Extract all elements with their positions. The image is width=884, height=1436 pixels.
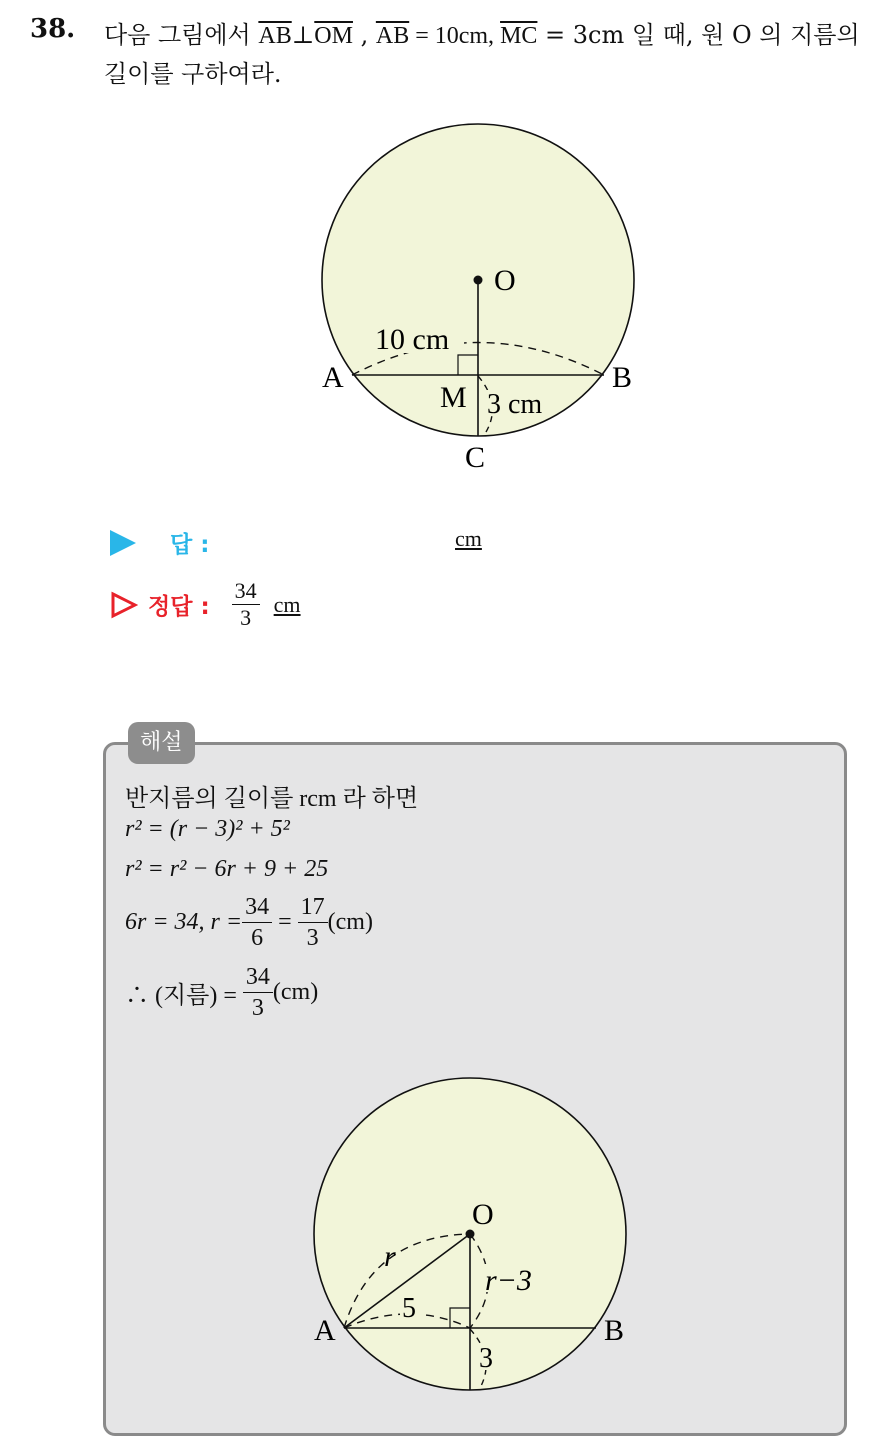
center-point: [474, 276, 483, 285]
solution-line-5-unit: (cm): [272, 979, 319, 1005]
question-text-part3: = 10cm,: [409, 23, 501, 49]
solution-line-1: 반지름의 길이를 rcm 라 하면: [125, 786, 419, 812]
label-o-2: O: [472, 1198, 494, 1231]
label-three: 3: [479, 1343, 493, 1374]
triangle-outline-icon: [110, 591, 138, 619]
question-text: [104, 16, 864, 93]
label-a-2: A: [314, 1314, 336, 1347]
label-m: M: [440, 381, 467, 414]
answer-label: 답 :: [170, 532, 210, 558]
question-text-part1: 다음 그림에서: [104, 21, 259, 49]
correct-answer-denominator: 3: [240, 605, 252, 630]
segment-ab: $\overline{AB}$: [258, 23, 292, 49]
fraction-numerator: 34: [242, 892, 272, 923]
fraction-34-3: [243, 962, 273, 1023]
label-o: O: [494, 264, 516, 297]
correct-answer-unit: cm: [273, 591, 301, 617]
circle-figure-1: [300, 118, 660, 478]
correct-answer-row: [110, 578, 301, 631]
fraction-denominator: 3: [306, 925, 319, 951]
label-mc-length: 3 cm: [487, 389, 543, 420]
segment-ab-2: $\overline{AB}$: [375, 23, 410, 49]
label-c: C: [465, 441, 486, 474]
question-text-part4: = 3cm 일 때, 원 O 의 지름의 길이를 구하여라.: [104, 21, 860, 88]
fraction-numerator: 17: [298, 892, 328, 923]
answer-row: [110, 526, 482, 559]
correct-answer-fraction: [232, 578, 260, 631]
solution-line-2: r² = (r − 3)² + 5²: [125, 816, 290, 842]
label-five: 5: [402, 1293, 416, 1324]
correct-answer-numerator: 34: [232, 578, 260, 605]
label-r-minus-3: r−3: [485, 1264, 532, 1297]
label-a: A: [322, 361, 344, 394]
segment-om: $\overline{OM}$: [314, 23, 353, 49]
question-number: 38.: [30, 14, 76, 44]
solution-line-4: [125, 892, 373, 953]
solution-line-5-start: ∴ (지름) =: [125, 983, 243, 1009]
answer-unit: cm: [455, 526, 482, 551]
circle-figure-2: [300, 1070, 660, 1395]
fraction-denominator: 6: [251, 925, 264, 951]
label-b-2: B: [604, 1314, 625, 1347]
fraction-34-6: [242, 892, 272, 953]
solution-line-3: r² = r² − 6r + 9 + 25: [125, 856, 329, 882]
correct-answer-label: 정답 :: [148, 594, 210, 620]
solution-line-5: [125, 962, 318, 1023]
solution-line-4-start: 6r = 34, r =: [125, 909, 243, 935]
fraction-denominator: 3: [251, 995, 264, 1021]
triangle-filled-icon: [110, 530, 136, 556]
solution-line-4-unit: (cm): [327, 909, 373, 935]
label-b: B: [612, 361, 633, 394]
label-r: r: [384, 1240, 396, 1273]
perpendicular-symbol: ⊥: [291, 23, 315, 49]
fraction-numerator: 34: [243, 962, 273, 993]
equals-sign: =: [272, 909, 298, 935]
segment-mc: $\overline{MC}$: [500, 23, 538, 49]
solution-tag: 해설: [128, 722, 195, 764]
label-ab-length: 10 cm: [375, 323, 450, 356]
question-text-part2: ,: [352, 21, 376, 49]
fraction-17-3: [298, 892, 328, 953]
